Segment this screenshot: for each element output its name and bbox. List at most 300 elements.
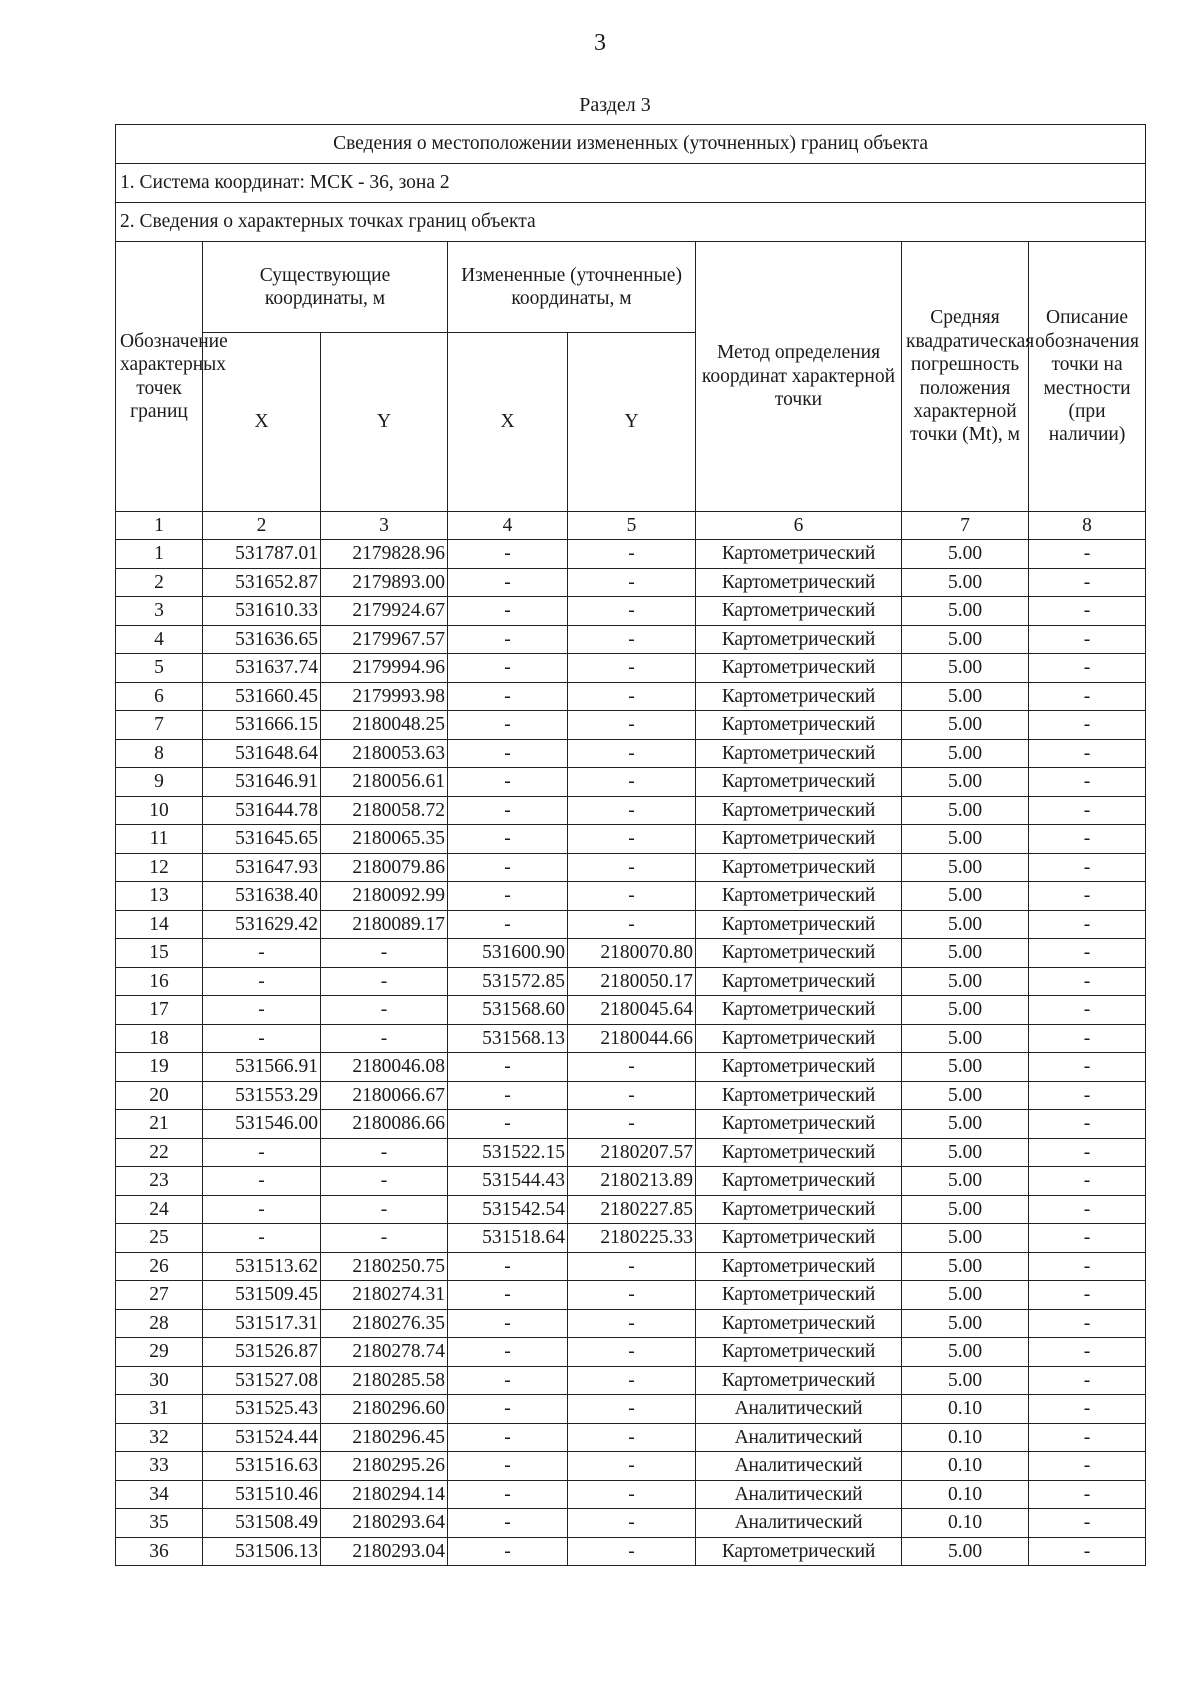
method-cell: Аналитический [696,1480,902,1509]
point-number-cell: 25 [116,1224,203,1253]
table-row [116,625,1146,654]
method-cell: Картометрический [696,682,902,711]
point-number-cell: 9 [116,768,203,797]
existing-y-cell: 2180056.61 [321,768,448,797]
description-cell: - [1029,825,1146,854]
table-row [116,768,1146,797]
existing-x-cell: - [203,996,321,1025]
method-cell: Аналитический [696,1423,902,1452]
error-cell: 5.00 [902,1138,1029,1167]
existing-x-cell: 531637.74 [203,654,321,683]
existing-x-cell: 531610.33 [203,597,321,626]
existing-y-cell: 2180079.86 [321,853,448,882]
description-cell: - [1029,1224,1146,1253]
changed-x-cell: - [448,825,568,854]
existing-y-cell: 2180065.35 [321,825,448,854]
existing-x-cell: 531517.31 [203,1309,321,1338]
error-cell: 5.00 [902,1252,1029,1281]
error-cell: 5.00 [902,1167,1029,1196]
existing-x-cell: 531553.29 [203,1081,321,1110]
changed-y-cell: - [568,882,696,911]
description-cell: - [1029,1024,1146,1053]
changed-y-cell: - [568,540,696,569]
column-number: 8 [1029,512,1146,540]
method-cell: Картометрический [696,796,902,825]
description-cell: - [1029,654,1146,683]
column-number: 2 [203,512,321,540]
header-changed-x: X [448,333,568,512]
existing-x-cell: 531638.40 [203,882,321,911]
error-cell: 5.00 [902,1224,1029,1253]
existing-y-cell: 2180048.25 [321,711,448,740]
changed-x-cell: - [448,1081,568,1110]
existing-y-cell: 2180285.58 [321,1366,448,1395]
description-cell: - [1029,597,1146,626]
description-cell: - [1029,1081,1146,1110]
point-number-cell: 23 [116,1167,203,1196]
changed-y-cell: - [568,711,696,740]
changed-x-cell: - [448,1452,568,1481]
header-description: Описание обозначения точки на местности (при наличии) [1029,242,1146,512]
changed-y-cell: - [568,597,696,626]
description-cell: - [1029,996,1146,1025]
point-number-cell: 35 [116,1509,203,1538]
existing-y-cell: 2180066.67 [321,1081,448,1110]
error-cell: 5.00 [902,1195,1029,1224]
table-row [116,1309,1146,1338]
changed-x-cell: - [448,1395,568,1424]
table-row [116,1537,1146,1566]
changed-x-cell: - [448,910,568,939]
header-existing-x: X [203,333,321,512]
error-cell: 5.00 [902,1338,1029,1367]
table-row [116,568,1146,597]
method-cell: Картометрический [696,1338,902,1367]
section-label: Раздел 3 [579,94,651,116]
method-cell: Картометрический [696,967,902,996]
header-existing-y: Y [321,333,448,512]
existing-x-cell: - [203,967,321,996]
table-row [116,882,1146,911]
changed-y-cell: - [568,1110,696,1139]
method-cell: Картометрический [696,882,902,911]
changed-y-cell: 2180044.66 [568,1024,696,1053]
method-cell: Картометрический [696,1167,902,1196]
point-number-cell: 33 [116,1452,203,1481]
existing-y-cell: 2180276.35 [321,1309,448,1338]
description-cell: - [1029,1053,1146,1082]
table-row [116,853,1146,882]
point-number-cell: 26 [116,1252,203,1281]
error-cell: 5.00 [902,996,1029,1025]
method-cell: Картометрический [696,739,902,768]
description-cell: - [1029,1167,1146,1196]
existing-x-cell: - [203,939,321,968]
point-number-cell: 5 [116,654,203,683]
error-cell: 5.00 [902,853,1029,882]
point-number-cell: 10 [116,796,203,825]
description-cell: - [1029,1281,1146,1310]
column-number: 6 [696,512,902,540]
existing-y-cell: 2180250.75 [321,1252,448,1281]
table-row [116,1252,1146,1281]
error-cell: 5.00 [902,682,1029,711]
existing-y-cell: 2179828.96 [321,540,448,569]
existing-y-cell: - [321,1167,448,1196]
table-row [116,825,1146,854]
method-cell: Картометрический [696,1110,902,1139]
existing-x-cell: 531516.63 [203,1452,321,1481]
changed-x-cell: - [448,682,568,711]
description-cell: - [1029,967,1146,996]
existing-y-cell: 2179967.57 [321,625,448,654]
existing-x-cell: 531527.08 [203,1366,321,1395]
description-cell: - [1029,1537,1146,1566]
point-number-cell: 28 [116,1309,203,1338]
existing-x-cell: 531645.65 [203,825,321,854]
changed-y-cell: - [568,1509,696,1538]
method-cell: Картометрический [696,654,902,683]
point-number-cell: 11 [116,825,203,854]
error-cell: 5.00 [902,768,1029,797]
changed-y-cell: - [568,1338,696,1367]
table-row [116,739,1146,768]
description-cell: - [1029,625,1146,654]
description-cell: - [1029,939,1146,968]
existing-x-cell: 531526.87 [203,1338,321,1367]
existing-y-cell: - [321,996,448,1025]
existing-y-cell: - [321,1024,448,1053]
changed-y-cell: - [568,739,696,768]
existing-x-cell: 531524.44 [203,1423,321,1452]
changed-y-cell: - [568,568,696,597]
table-row [116,796,1146,825]
existing-x-cell: 531648.64 [203,739,321,768]
changed-y-cell: - [568,625,696,654]
existing-y-cell: - [321,1224,448,1253]
error-cell: 5.00 [902,625,1029,654]
method-cell: Картометрический [696,1053,902,1082]
point-number-cell: 12 [116,853,203,882]
coordinate-system: 1. Система координат: МСК - 36, зона 2 [116,164,1146,203]
changed-x-cell: - [448,853,568,882]
existing-y-cell: - [321,939,448,968]
existing-x-cell: 531525.43 [203,1395,321,1424]
changed-x-cell: - [448,654,568,683]
existing-x-cell: 531636.65 [203,625,321,654]
error-cell: 5.00 [902,1366,1029,1395]
description-cell: - [1029,853,1146,882]
point-number-cell: 15 [116,939,203,968]
description-cell: - [1029,1195,1146,1224]
changed-x-cell: - [448,1338,568,1367]
changed-x-cell: - [448,568,568,597]
error-cell: 5.00 [902,597,1029,626]
point-number-cell: 29 [116,1338,203,1367]
error-cell: 5.00 [902,540,1029,569]
error-cell: 0.10 [902,1480,1029,1509]
existing-y-cell: - [321,1138,448,1167]
error-cell: 5.00 [902,939,1029,968]
changed-x-cell: - [448,1110,568,1139]
changed-y-cell: - [568,1423,696,1452]
description-cell: - [1029,796,1146,825]
method-cell: Картометрический [696,1309,902,1338]
method-cell: Картометрический [696,1281,902,1310]
changed-y-cell: - [568,1252,696,1281]
point-number-cell: 32 [116,1423,203,1452]
method-cell: Картометрический [696,625,902,654]
points-heading: 2. Сведения о характерных точках границ объекта [116,203,1146,242]
page-number: 3 [594,30,606,56]
header-method: Метод определения координат характерной точки [696,242,902,512]
changed-y-cell: 2180213.89 [568,1167,696,1196]
changed-y-cell: - [568,910,696,939]
existing-y-cell: 2180278.74 [321,1338,448,1367]
changed-x-cell: - [448,882,568,911]
point-number-cell: 4 [116,625,203,654]
changed-x-cell: - [448,1366,568,1395]
existing-x-cell: - [203,1224,321,1253]
description-cell: - [1029,682,1146,711]
existing-y-cell: 2179994.96 [321,654,448,683]
description-cell: - [1029,1452,1146,1481]
changed-x-cell: - [448,1281,568,1310]
existing-x-cell: - [203,1195,321,1224]
changed-y-cell: - [568,1053,696,1082]
header-existing-coords: Существующие координаты, м [203,242,448,333]
changed-y-cell: - [568,796,696,825]
method-cell: Картометрический [696,568,902,597]
error-cell: 5.00 [902,1110,1029,1139]
description-cell: - [1029,1309,1146,1338]
method-cell: Аналитический [696,1395,902,1424]
changed-y-cell: - [568,1395,696,1424]
changed-x-cell: - [448,739,568,768]
error-cell: 0.10 [902,1452,1029,1481]
point-number-cell: 14 [116,910,203,939]
table-body [116,540,1146,1566]
changed-x-cell: 531568.13 [448,1024,568,1053]
table-row [116,1024,1146,1053]
header-changed-y: Y [568,333,696,512]
existing-y-cell: 2180046.08 [321,1053,448,1082]
error-cell: 5.00 [902,967,1029,996]
table-row [116,996,1146,1025]
changed-y-cell: - [568,1537,696,1566]
point-number-cell: 21 [116,1110,203,1139]
description-cell: - [1029,1395,1146,1424]
description-cell: - [1029,1509,1146,1538]
table-row [116,597,1146,626]
existing-x-cell: - [203,1138,321,1167]
table-title: Сведения о местоположении измененных (уточненных) границ объекта [116,125,1146,164]
changed-y-cell: - [568,682,696,711]
changed-x-cell: - [448,1537,568,1566]
error-cell: 0.10 [902,1509,1029,1538]
table-row [116,939,1146,968]
description-cell: - [1029,882,1146,911]
point-number-cell: 34 [116,1480,203,1509]
method-cell: Картометрический [696,910,902,939]
changed-y-cell: - [568,654,696,683]
method-cell: Картометрический [696,1081,902,1110]
point-number-cell: 22 [116,1138,203,1167]
changed-y-cell: - [568,1281,696,1310]
changed-y-cell: 2180070.80 [568,939,696,968]
method-cell: Картометрический [696,597,902,626]
existing-y-cell: 2180058.72 [321,796,448,825]
changed-y-cell: 2180045.64 [568,996,696,1025]
changed-x-cell: - [448,1509,568,1538]
changed-x-cell: 531572.85 [448,967,568,996]
existing-y-cell: 2180293.04 [321,1537,448,1566]
method-cell: Картометрический [696,768,902,797]
method-cell: Картометрический [696,1252,902,1281]
changed-x-cell: 531600.90 [448,939,568,968]
changed-x-cell: - [448,768,568,797]
method-cell: Картометрический [696,1224,902,1253]
existing-y-cell: 2180086.66 [321,1110,448,1139]
changed-x-cell: - [448,1423,568,1452]
description-cell: - [1029,1252,1146,1281]
existing-x-cell: 531666.15 [203,711,321,740]
description-cell: - [1029,1138,1146,1167]
existing-y-cell: 2179893.00 [321,568,448,597]
error-cell: 5.00 [902,654,1029,683]
method-cell: Картометрический [696,1195,902,1224]
table-row [116,1053,1146,1082]
point-number-cell: 30 [116,1366,203,1395]
existing-x-cell: 531646.91 [203,768,321,797]
table-row [116,1395,1146,1424]
method-cell: Картометрический [696,1537,902,1566]
table-row [116,1452,1146,1481]
changed-x-cell: - [448,540,568,569]
existing-x-cell: - [203,1024,321,1053]
method-cell: Аналитический [696,1452,902,1481]
existing-x-cell: 531566.91 [203,1053,321,1082]
table-row [116,1338,1146,1367]
changed-y-cell: - [568,768,696,797]
point-number-cell: 2 [116,568,203,597]
existing-x-cell: 531513.62 [203,1252,321,1281]
description-cell: - [1029,1366,1146,1395]
table-row [116,1480,1146,1509]
method-cell: Картометрический [696,1366,902,1395]
header-point-designation: Обозначение характерных точек границ [116,242,203,512]
existing-x-cell: 531647.93 [203,853,321,882]
header-error: Средняя квадратическая погрешность положения характерной точки (Mt), м [902,242,1029,512]
point-number-cell: 1 [116,540,203,569]
existing-y-cell: - [321,1195,448,1224]
existing-x-cell: 531660.45 [203,682,321,711]
table-row [116,967,1146,996]
point-number-cell: 8 [116,739,203,768]
error-cell: 5.00 [902,825,1029,854]
existing-x-cell: 531506.13 [203,1537,321,1566]
error-cell: 5.00 [902,882,1029,911]
point-number-cell: 31 [116,1395,203,1424]
changed-x-cell: - [448,1252,568,1281]
table-row [116,1509,1146,1538]
error-cell: 5.00 [902,910,1029,939]
changed-y-cell: - [568,825,696,854]
method-cell: Картометрический [696,711,902,740]
table-row [116,1366,1146,1395]
changed-x-cell: - [448,711,568,740]
point-number-cell: 7 [116,711,203,740]
description-cell: - [1029,568,1146,597]
point-number-cell: 17 [116,996,203,1025]
changed-y-cell: 2180050.17 [568,967,696,996]
column-number: 4 [448,512,568,540]
changed-x-cell: 531542.54 [448,1195,568,1224]
existing-y-cell: 2180274.31 [321,1281,448,1310]
changed-y-cell: - [568,1081,696,1110]
existing-y-cell: 2180089.17 [321,910,448,939]
column-number: 3 [321,512,448,540]
table-row [116,910,1146,939]
existing-y-cell: 2180295.26 [321,1452,448,1481]
table-row [116,1195,1146,1224]
method-cell: Картометрический [696,825,902,854]
changed-y-cell: 2180225.33 [568,1224,696,1253]
table-row [116,1110,1146,1139]
existing-x-cell: 531652.87 [203,568,321,597]
description-cell: - [1029,1110,1146,1139]
point-number-cell: 3 [116,597,203,626]
existing-y-cell: 2180294.14 [321,1480,448,1509]
changed-y-cell: - [568,853,696,882]
column-number: 1 [116,512,203,540]
error-cell: 0.10 [902,1423,1029,1452]
changed-x-cell: - [448,1053,568,1082]
error-cell: 5.00 [902,739,1029,768]
changed-x-cell: - [448,1480,568,1509]
table-row [116,1138,1146,1167]
existing-x-cell: 531629.42 [203,910,321,939]
existing-x-cell: 531787.01 [203,540,321,569]
description-cell: - [1029,1480,1146,1509]
point-number-cell: 18 [116,1024,203,1053]
changed-x-cell: - [448,796,568,825]
description-cell: - [1029,739,1146,768]
changed-y-cell: - [568,1366,696,1395]
description-cell: - [1029,768,1146,797]
changed-x-cell: 531522.15 [448,1138,568,1167]
method-cell: Картометрический [696,996,902,1025]
column-number: 5 [568,512,696,540]
table-row [116,1081,1146,1110]
error-cell: 5.00 [902,711,1029,740]
error-cell: 5.00 [902,568,1029,597]
changed-x-cell: 531544.43 [448,1167,568,1196]
header-changed-coords: Измененные (уточненные) координаты, м [448,242,696,333]
existing-y-cell: 2180092.99 [321,882,448,911]
point-number-cell: 20 [116,1081,203,1110]
point-number-cell: 36 [116,1537,203,1566]
method-cell: Картометрический [696,1024,902,1053]
existing-x-cell: - [203,1167,321,1196]
changed-x-cell: - [448,625,568,654]
error-cell: 5.00 [902,796,1029,825]
existing-y-cell: 2180293.64 [321,1509,448,1538]
table-row [116,682,1146,711]
method-cell: Аналитический [696,1509,902,1538]
table-row [116,654,1146,683]
changed-y-cell: 2180207.57 [568,1138,696,1167]
